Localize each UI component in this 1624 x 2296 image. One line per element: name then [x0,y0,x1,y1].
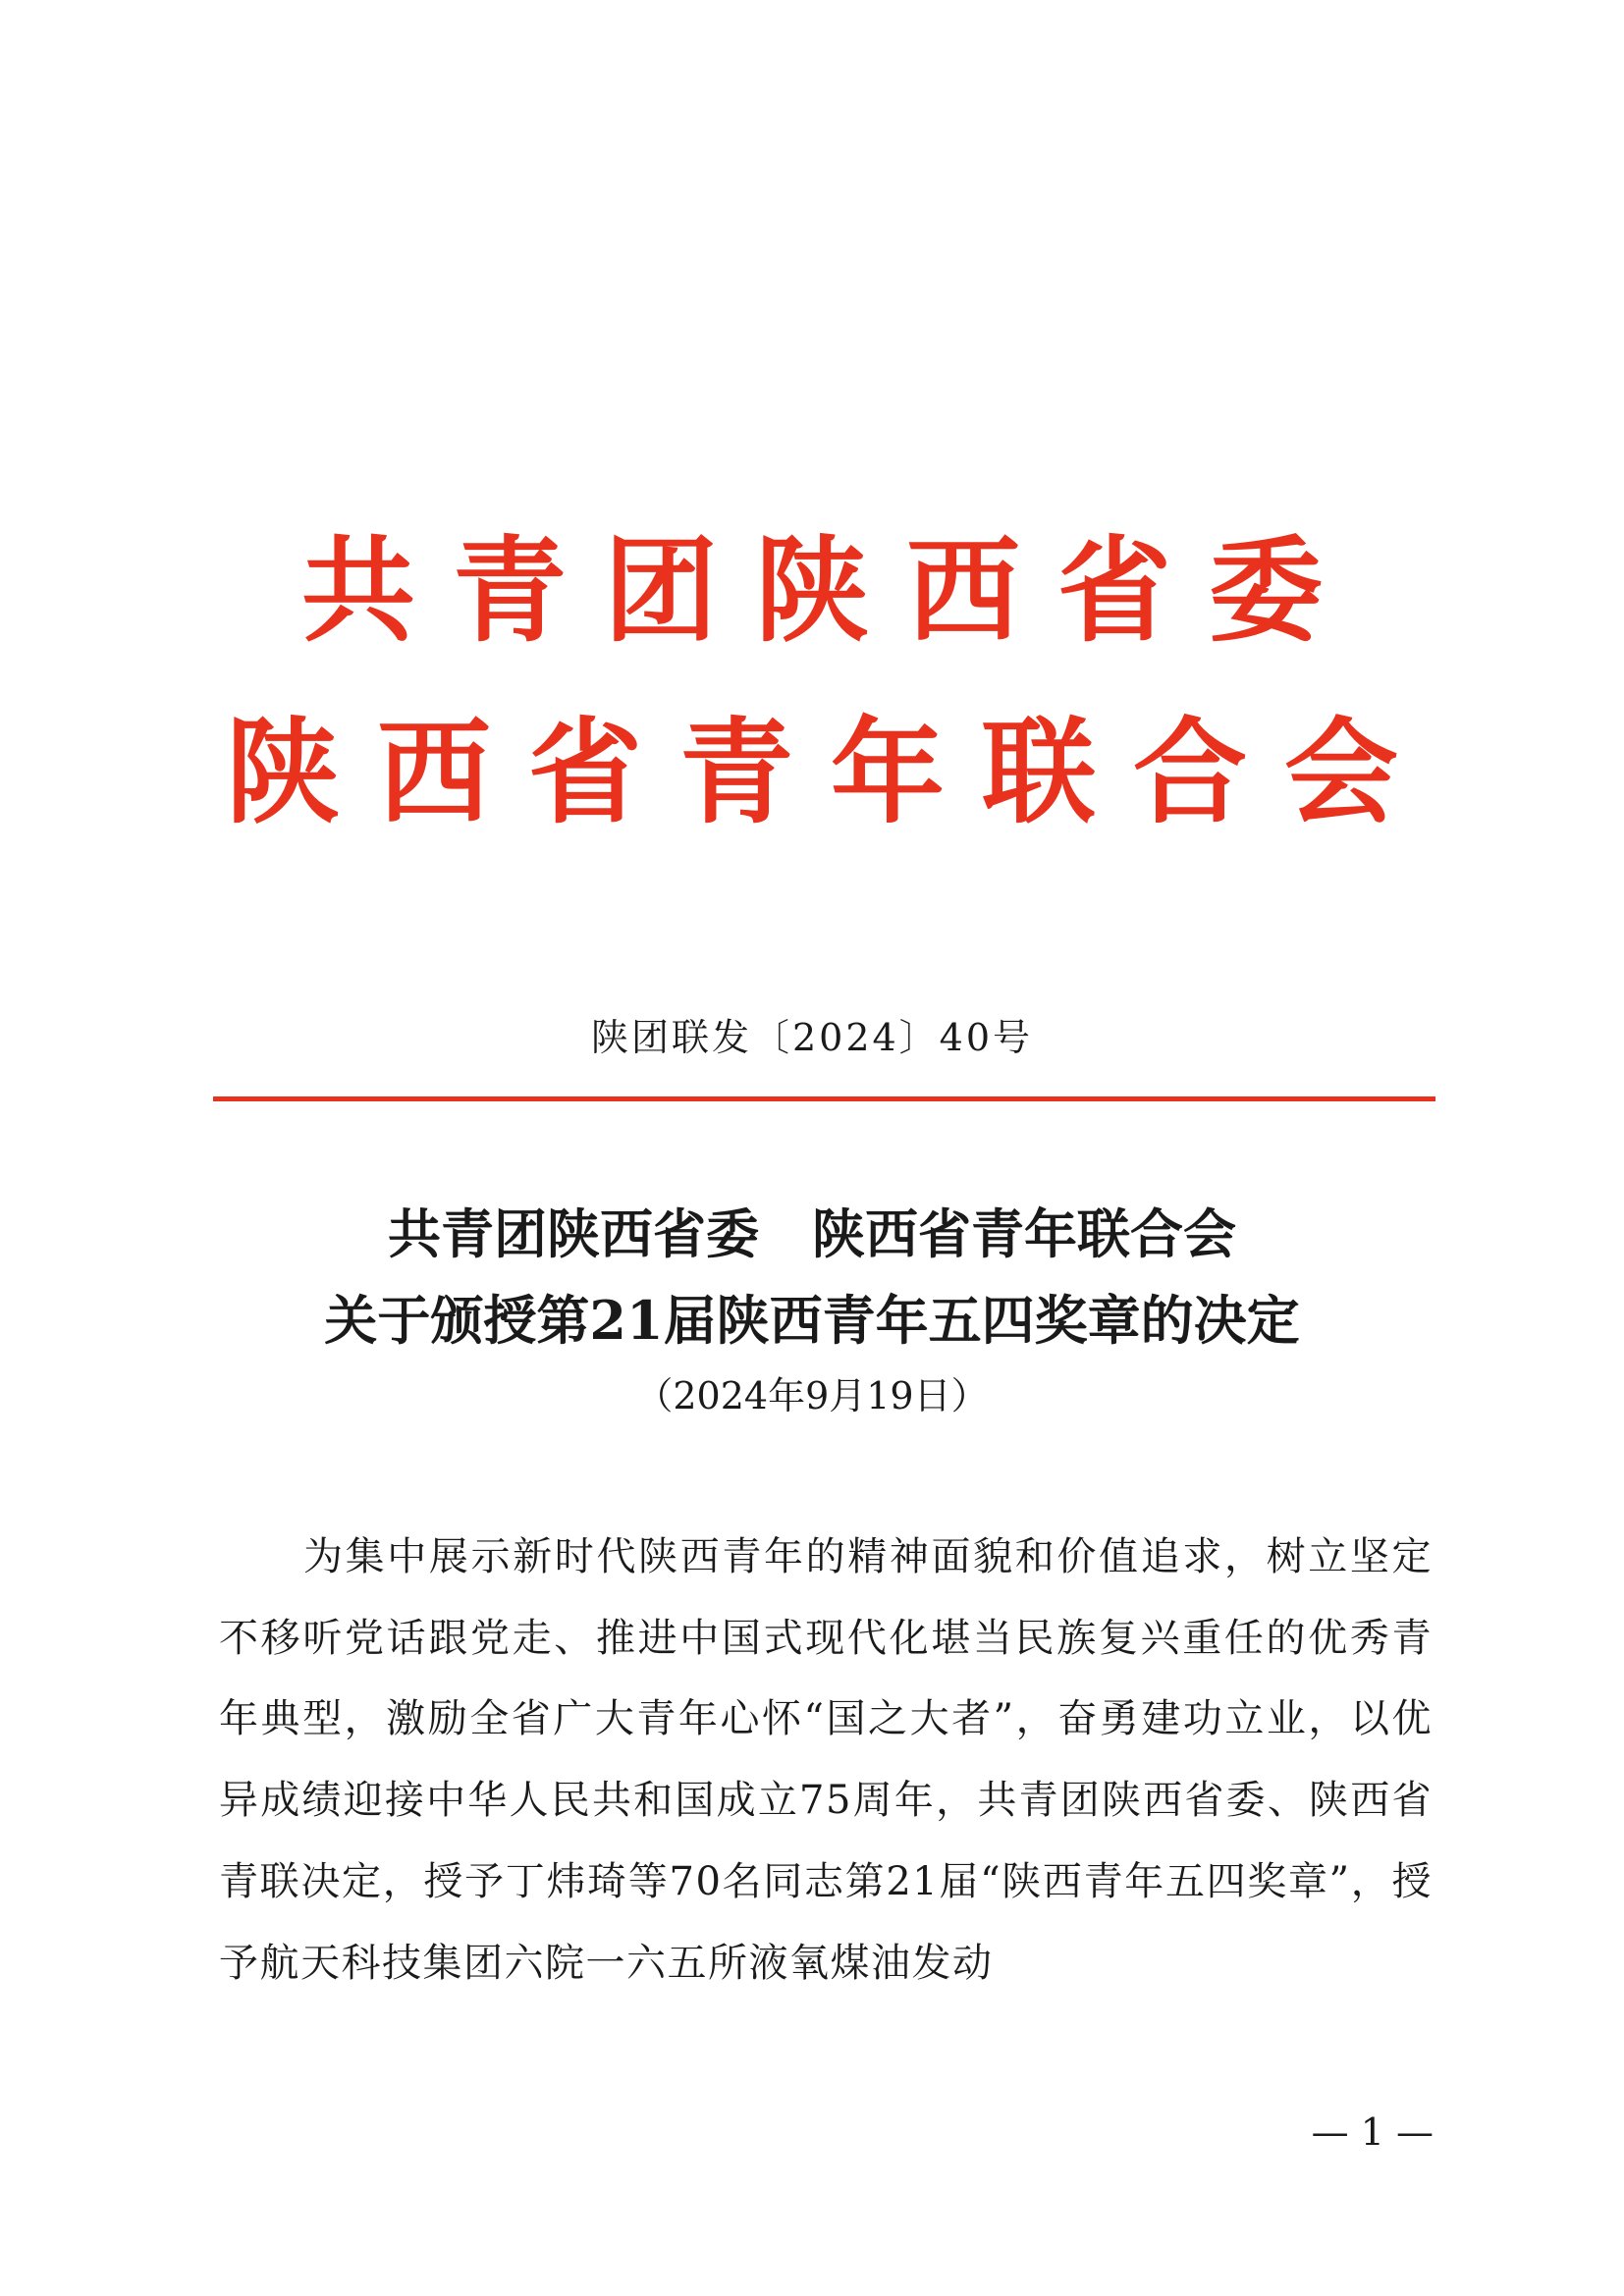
document-number: 陕团联发〔2024〕40号 [590,1016,1034,1059]
body-paragraph: 为集中展示新时代陕西青年的精神面貌和价值追求，树立坚定不移听党话跟党走、推进中国式现代化堪当民族复兴重任的优秀青年典型，激励全省广大青年心怀“国之大者”，奋勇建功立业，以优异成绩迎接中华人民共和国成立75周年，共青团陕西省委、陕西省青联决定，授予丁炜琦等70名同志第21届“陕西青年五四奖章”，授予航天科技集团六院一六五所液氧煤油发动 [219,1534,1433,1986]
page-number: — 1 — [1311,2110,1434,2154]
document-title-line-2: 关于颁授第21届陕西青年五四奖章的决定 [324,1289,1300,1352]
red-separator-rule [213,1096,1435,1101]
document-date: （2024年9月19日） [635,1374,989,1417]
document-title-line-1: 共青团陕西省委 陕西省青年联合会 [388,1202,1236,1265]
issuer-header-line-1: 共青团陕西省委 [301,525,1360,658]
issuer-header-line-2: 陕西省青年联合会 [226,707,1435,839]
